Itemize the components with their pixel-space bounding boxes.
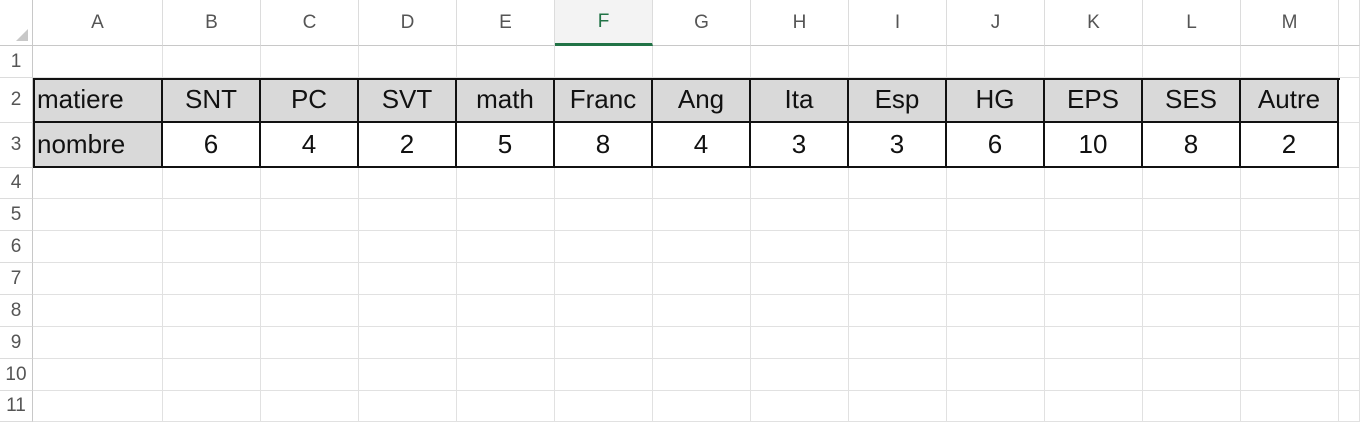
cell[interactable] (1045, 327, 1143, 359)
cell[interactable] (1241, 168, 1339, 199)
cell[interactable] (1339, 295, 1360, 327)
cell-l3[interactable]: 8 (1143, 123, 1241, 168)
cell-h3[interactable]: 3 (751, 123, 849, 168)
cell[interactable] (653, 327, 751, 359)
cell[interactable] (359, 327, 457, 359)
cell[interactable] (261, 391, 359, 422)
column-header-b[interactable]: B (163, 0, 261, 46)
cell[interactable] (1045, 199, 1143, 231)
cell[interactable] (163, 231, 261, 263)
cell[interactable] (947, 359, 1045, 391)
column-header-h[interactable]: H (751, 0, 849, 46)
cell-b3[interactable]: 6 (163, 123, 261, 168)
cell[interactable] (1339, 78, 1360, 123)
cell[interactable] (1241, 295, 1339, 327)
cell-d3[interactable]: 2 (359, 123, 457, 168)
cell[interactable] (261, 231, 359, 263)
cell[interactable] (1045, 263, 1143, 295)
cell[interactable] (555, 199, 653, 231)
cell[interactable] (849, 359, 947, 391)
cell[interactable] (751, 231, 849, 263)
column-header-m[interactable]: M (1241, 0, 1339, 46)
cell[interactable] (849, 327, 947, 359)
column-header-g[interactable]: G (653, 0, 751, 46)
cell-h2[interactable]: Ita (751, 78, 849, 123)
cell[interactable] (849, 391, 947, 422)
cell[interactable] (751, 359, 849, 391)
row-header-11[interactable]: 11 (0, 391, 33, 422)
cell[interactable] (261, 46, 359, 78)
cell-f3[interactable]: 8 (555, 123, 653, 168)
cell[interactable] (359, 391, 457, 422)
cell[interactable] (555, 295, 653, 327)
column-header-k[interactable]: K (1045, 0, 1143, 46)
cell[interactable] (359, 46, 457, 78)
cell[interactable] (653, 295, 751, 327)
cell[interactable] (457, 295, 555, 327)
cell[interactable] (947, 327, 1045, 359)
cell[interactable] (1143, 199, 1241, 231)
cell-m2[interactable]: Autre (1241, 78, 1339, 123)
cell-k3[interactable]: 10 (1045, 123, 1143, 168)
cell[interactable] (849, 231, 947, 263)
cell[interactable] (751, 295, 849, 327)
cell-j3[interactable]: 6 (947, 123, 1045, 168)
cell[interactable] (261, 168, 359, 199)
cell[interactable] (849, 46, 947, 78)
cell[interactable] (457, 359, 555, 391)
row-header-4[interactable]: 4 (0, 168, 33, 199)
cell[interactable] (1339, 263, 1360, 295)
row-header-7[interactable]: 7 (0, 263, 33, 295)
cell-k2[interactable]: EPS (1045, 78, 1143, 123)
cell[interactable] (163, 327, 261, 359)
cell[interactable] (555, 359, 653, 391)
cell[interactable] (163, 46, 261, 78)
cell[interactable] (1339, 327, 1360, 359)
cell[interactable] (1241, 46, 1339, 78)
cell[interactable] (849, 199, 947, 231)
cell[interactable] (947, 295, 1045, 327)
cell-e2[interactable]: math (457, 78, 555, 123)
cell[interactable] (947, 199, 1045, 231)
cell[interactable] (653, 359, 751, 391)
row-header-2[interactable]: 2 (0, 78, 33, 123)
column-header-overflow (1339, 0, 1360, 46)
cell[interactable] (33, 46, 163, 78)
cell[interactable] (1143, 168, 1241, 199)
cell-l2[interactable]: SES (1143, 78, 1241, 123)
cell[interactable] (751, 263, 849, 295)
cell[interactable] (947, 231, 1045, 263)
row-header-8[interactable]: 8 (0, 295, 33, 327)
cell[interactable] (1045, 359, 1143, 391)
cell[interactable] (751, 46, 849, 78)
column-header-f[interactable]: F (555, 0, 653, 46)
row-header-10[interactable]: 10 (0, 359, 33, 391)
cell[interactable] (1339, 391, 1360, 422)
cell[interactable] (1045, 391, 1143, 422)
cell[interactable] (947, 46, 1045, 78)
column-header-a[interactable]: A (33, 0, 163, 46)
cell[interactable] (33, 391, 163, 422)
cell[interactable] (1241, 391, 1339, 422)
cell[interactable] (849, 263, 947, 295)
cell[interactable] (457, 168, 555, 199)
cell-i2[interactable]: Esp (849, 78, 947, 123)
cell[interactable] (359, 359, 457, 391)
cell[interactable] (457, 391, 555, 422)
cell[interactable] (163, 168, 261, 199)
cell[interactable] (359, 263, 457, 295)
cell-j2[interactable]: HG (947, 78, 1045, 123)
cell[interactable] (261, 295, 359, 327)
cell[interactable] (555, 327, 653, 359)
column-header-e[interactable]: E (457, 0, 555, 46)
cell[interactable] (457, 199, 555, 231)
row-header-6[interactable]: 6 (0, 231, 33, 263)
cell-c3[interactable]: 4 (261, 123, 359, 168)
cell-d2[interactable]: SVT (359, 78, 457, 123)
row-header-3[interactable]: 3 (0, 123, 33, 168)
cell[interactable] (1143, 263, 1241, 295)
cell[interactable] (653, 391, 751, 422)
column-header-j[interactable]: J (947, 0, 1045, 46)
cell[interactable] (1339, 168, 1360, 199)
cell[interactable] (457, 327, 555, 359)
row-header-5[interactable]: 5 (0, 199, 33, 231)
cell[interactable] (163, 359, 261, 391)
cell[interactable] (359, 168, 457, 199)
cell[interactable] (1143, 46, 1241, 78)
cell[interactable] (33, 231, 163, 263)
cell[interactable] (1045, 231, 1143, 263)
cell[interactable] (555, 391, 653, 422)
cell[interactable] (1143, 391, 1241, 422)
cell[interactable] (1241, 263, 1339, 295)
cell[interactable] (1241, 327, 1339, 359)
cell[interactable] (555, 263, 653, 295)
cell[interactable] (653, 263, 751, 295)
column-header-c[interactable]: C (261, 0, 359, 46)
cell[interactable] (1339, 46, 1360, 78)
cell[interactable] (163, 263, 261, 295)
cell[interactable] (751, 168, 849, 199)
cell[interactable] (1339, 231, 1360, 263)
cell[interactable] (359, 295, 457, 327)
cell[interactable] (33, 168, 163, 199)
row-header-1[interactable]: 1 (0, 46, 33, 78)
cell[interactable] (359, 199, 457, 231)
cell-a2-matiere[interactable]: matiere (33, 78, 163, 123)
column-header-d[interactable]: D (359, 0, 457, 46)
cell[interactable] (33, 199, 163, 231)
column-header-i[interactable]: I (849, 0, 947, 46)
cell[interactable] (457, 231, 555, 263)
cell[interactable] (1339, 123, 1360, 168)
cell-b2[interactable]: SNT (163, 78, 261, 123)
cell-f2[interactable]: Franc (555, 78, 653, 123)
cell[interactable] (555, 168, 653, 199)
cell[interactable] (751, 391, 849, 422)
cell[interactable] (261, 359, 359, 391)
cell[interactable] (261, 199, 359, 231)
cell[interactable] (1339, 199, 1360, 231)
cell[interactable] (163, 295, 261, 327)
cell[interactable] (653, 168, 751, 199)
cell[interactable] (947, 391, 1045, 422)
cell[interactable] (947, 263, 1045, 295)
cell[interactable] (457, 46, 555, 78)
cell[interactable] (653, 199, 751, 231)
cell[interactable] (1339, 359, 1360, 391)
cell[interactable] (1143, 231, 1241, 263)
cell[interactable] (653, 231, 751, 263)
cell[interactable] (1045, 295, 1143, 327)
cell-g3[interactable]: 4 (653, 123, 751, 168)
cell[interactable] (555, 46, 653, 78)
cell[interactable] (33, 359, 163, 391)
cell[interactable] (1045, 168, 1143, 199)
cell-g2[interactable]: Ang (653, 78, 751, 123)
cell-i3[interactable]: 3 (849, 123, 947, 168)
cell[interactable] (33, 263, 163, 295)
cell[interactable] (163, 391, 261, 422)
cell[interactable] (261, 263, 359, 295)
cell[interactable] (751, 199, 849, 231)
cell[interactable] (457, 263, 555, 295)
cell[interactable] (1241, 231, 1339, 263)
cell[interactable] (1241, 359, 1339, 391)
cell[interactable] (849, 168, 947, 199)
cell[interactable] (947, 168, 1045, 199)
cell[interactable] (555, 231, 653, 263)
cell[interactable] (33, 327, 163, 359)
select-all-corner[interactable] (0, 0, 33, 46)
select-all-triangle-icon (16, 29, 28, 41)
cell[interactable] (261, 327, 359, 359)
cell[interactable] (849, 295, 947, 327)
cell[interactable] (1143, 359, 1241, 391)
cell-c2[interactable]: PC (261, 78, 359, 123)
cell[interactable] (1143, 295, 1241, 327)
row-header-9[interactable]: 9 (0, 327, 33, 359)
cell[interactable] (751, 327, 849, 359)
cell[interactable] (1143, 327, 1241, 359)
cell[interactable] (163, 199, 261, 231)
column-header-l[interactable]: L (1143, 0, 1241, 46)
cell[interactable] (33, 295, 163, 327)
cell[interactable] (653, 46, 751, 78)
cell[interactable] (359, 231, 457, 263)
cell-m3[interactable]: 2 (1241, 123, 1339, 168)
cell-e3[interactable]: 5 (457, 123, 555, 168)
cell-a3-nombre[interactable]: nombre (33, 123, 163, 168)
cell[interactable] (1241, 199, 1339, 231)
cell[interactable] (1045, 46, 1143, 78)
